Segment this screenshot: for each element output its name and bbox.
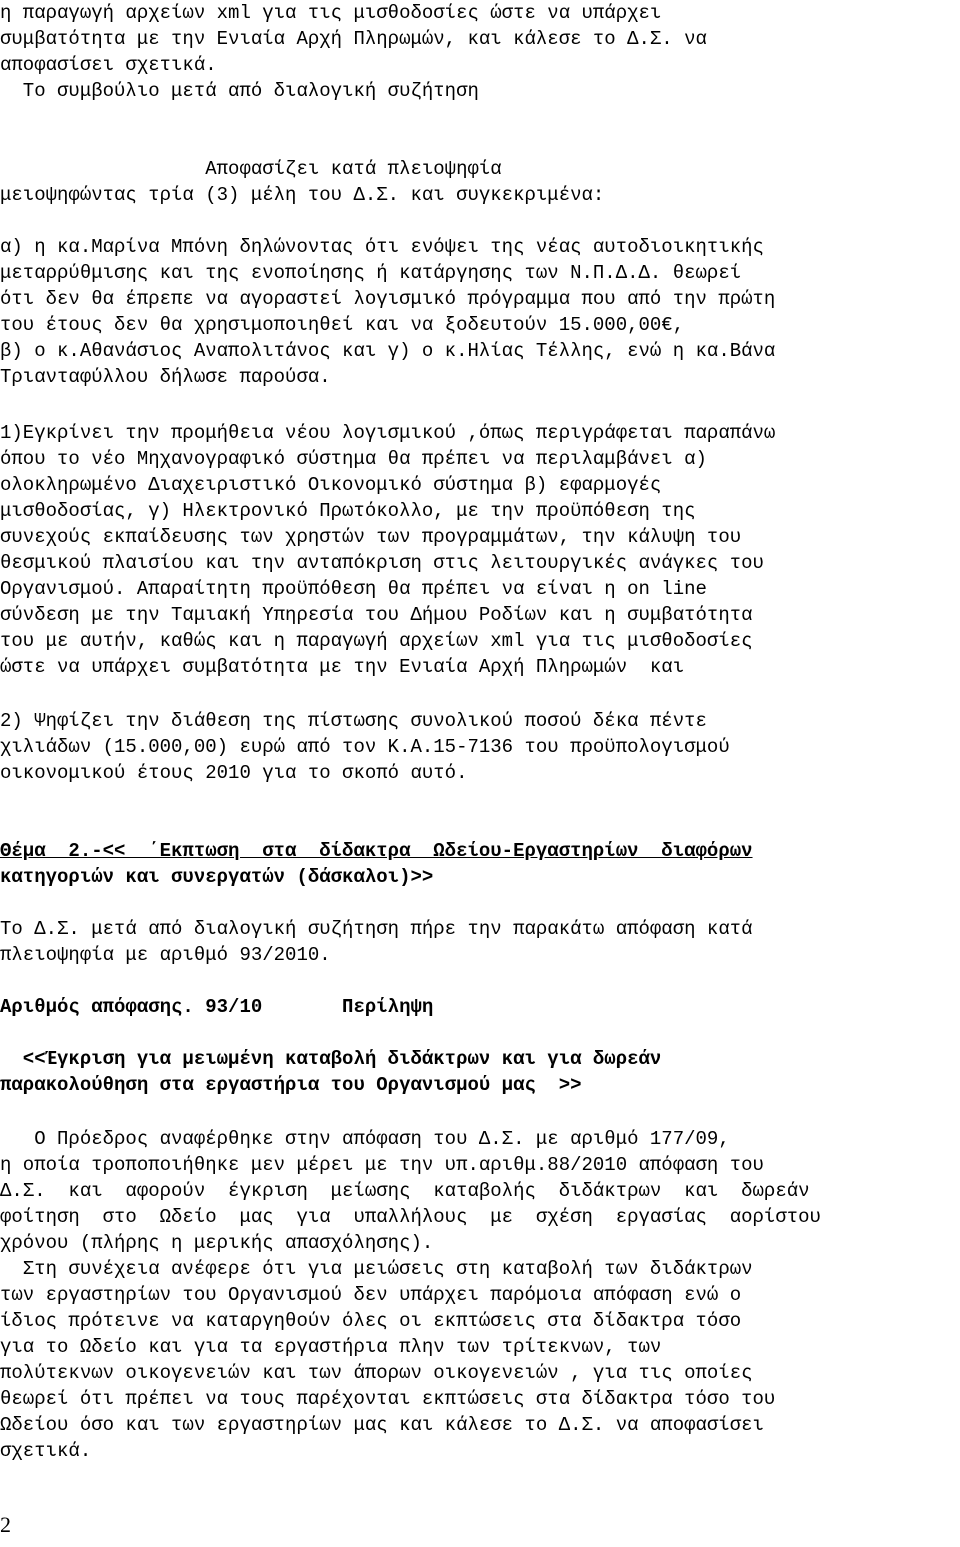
decision-heading: Αποφασίζει κατά πλειοψηφία (0, 158, 502, 180)
text-line: ώστε να υπάρχει συμβατότητα με την Ενιαία Αρχή Πληρωμών και (0, 656, 685, 678)
text-line: σχετικά. (0, 1440, 92, 1462)
text-line: μεταρρύθμισης και της ενοποίησης ή κατάργησης των Ν.Π.Δ.Δ. θεωρεί (0, 262, 742, 284)
text-line: Το Δ.Σ. μετά από διαλογική συζήτηση πήρε την παρακάτω απόφαση κατά (0, 918, 753, 940)
text-line: Δ.Σ. και αφορούν έγκριση μείωσης καταβολής διδάκτρων και δωρεάν (0, 1180, 810, 1202)
text-line: ότι δεν θα έπρεπε να αγοραστεί λογισμικό πρόγραμμα που από την πρώτη (0, 288, 776, 310)
text-line: β) ο κ.Αθανάσιος Αναπολιτάνος και γ) ο κ.Ηλίας Τέλλης, ενώ η κα.Βάνα (0, 340, 776, 362)
text-line: Ωδείου όσο και των εργαστηρίων μας και κάλεσε το Δ.Σ. να αποφασίσει (0, 1414, 764, 1436)
text-line: Τριανταφύλλου δήλωσε παρούσα. (0, 366, 331, 388)
text-line: συνεχούς εκπαίδευσης των χρηστών των προγραμμάτων, την κάλυψη του (0, 526, 742, 548)
text-line: όπου το νέο Μηχανογραφικό σύστημα θα πρέπει να περιλαμβάνει α) (0, 448, 707, 470)
text-line: α) η κα.Μαρίνα Μπόνη δηλώνοντας ότι ενόψει της νέας αυτοδιοικητικής (0, 236, 764, 258)
text-line: συμβατότητα με την Ενιαία Αρχή Πληρωμών, και κάλεσε το Δ.Σ. να (0, 28, 707, 50)
text-line: 2) Ψηφίζει την διάθεση της πίστωσης συνολικού ποσού δέκα πέντε (0, 710, 707, 732)
text-line: του έτους δεν θα χρησιμοποιηθεί και να ξοδευτούν 15.000,00€, (0, 314, 685, 336)
text-line: θεσμικού πλαισίου και την ανταπόκριση στις λειτουργικές ανάγκες του (0, 552, 764, 574)
text-line: αποφασίσει σχετικά. (0, 54, 217, 76)
page-number: 2 (0, 1512, 11, 1537)
text-line: Οργανισμού. Απαραίτητη προϋπόθεση θα πρέπει να είναι η on line (0, 578, 707, 600)
text-line: πολύτεκνων οικογενειών και των άπορων οικογενειών , για τις οποίες (0, 1362, 753, 1384)
text-line: μειοψηφώντας τρία (3) μέλη του Δ.Σ. και συγκεκριμένα: (0, 184, 605, 206)
text-line: ίδιος πρότεινε να καταργηθούν όλες οι εκπτώσεις στα δίδακτρα τόσο (0, 1310, 742, 1332)
text-line: ολοκληρωμένο Διαχειριστικό Οικονομικό σύστημα β) εφαρμογές (0, 474, 662, 496)
text-line: η παραγωγή αρχείων xml για τις μισθοδοσίες ώστε να υπάρχει (0, 2, 662, 24)
text-line: χρόνου (πλήρης η μερικής απασχόλησης). (0, 1232, 434, 1254)
text-line: του με αυτήν, καθώς και η παραγωγή αρχείων xml για τις μισθοδοσίες (0, 630, 753, 652)
text-line: φοίτηση στο Ωδείο μας για υπαλλήλους με σχέση εργασίας αορίστου (0, 1206, 821, 1228)
text-line: για το Ωδείο και για τα εργαστήρια πλην των τρίτεκνων, των (0, 1336, 662, 1358)
text-line: των εργαστηρίων του Οργανισμού δεν υπάρχει παρόμοια απόφαση ενώ ο (0, 1284, 742, 1306)
summary-title: <<Έγκριση για μειωμένη καταβολή διδάκτρων και για δωρεάν (0, 1048, 662, 1070)
text-line: θεωρεί ότι πρέπει να τους παρέχονται εκπτώσεις στα δίδακτρα τόσο του (0, 1388, 776, 1410)
text-line: Στη συνέχεια ανέφερε ότι για μειώσεις στη καταβολή των διδάκτρων (0, 1258, 753, 1280)
summary-title-cont: παρακολούθηση στα εργαστήρια του Οργανισμού μας >> (0, 1074, 582, 1096)
text-line: χιλιάδων (15.000,00) ευρώ από τον Κ.Α.15-7136 του προϋπολογισμού (0, 736, 730, 758)
text-line: 1)Εγκρίνει την προμήθεια νέου λογισμικού ,όπως περιγράφεται παραπάνω (0, 422, 776, 444)
text-line: Ο Πρόεδρος αναφέρθηκε στην απόφαση του Δ.Σ. με αριθμό 177/09, (0, 1128, 730, 1150)
text-line: μισθοδοσίας, γ) Ηλεκτρονικό Πρωτόκολλο, με την προϋπόθεση της (0, 500, 696, 522)
text-line: οικονομικού έτους 2010 για το σκοπό αυτό. (0, 762, 468, 784)
topic-heading: Θέμα 2.-<< ΄Εκπτωση στα δίδακτρα Ωδείου-Εργαστηρίων διαφόρων (0, 840, 753, 862)
decision-number: Αριθμός απόφασης. 93/10 Περίληψη (0, 996, 434, 1018)
topic-heading-cont: κατηγοριών και συνεργατών (δάσκαλοι)>> (0, 866, 434, 888)
text-line: η οποία τροποποιήθηκε μεν μέρει με την υπ.αριθμ.88/2010 απόφαση του (0, 1154, 764, 1176)
text-line: σύνδεση με την Ταμιακή Υπηρεσία του Δήμου Ροδίων και η συμβατότητα (0, 604, 753, 626)
text-line: πλειοψηφία με αριθμό 93/2010. (0, 944, 331, 966)
text-line: Το συμβούλιο μετά από διαλογική συζήτηση (0, 80, 479, 102)
